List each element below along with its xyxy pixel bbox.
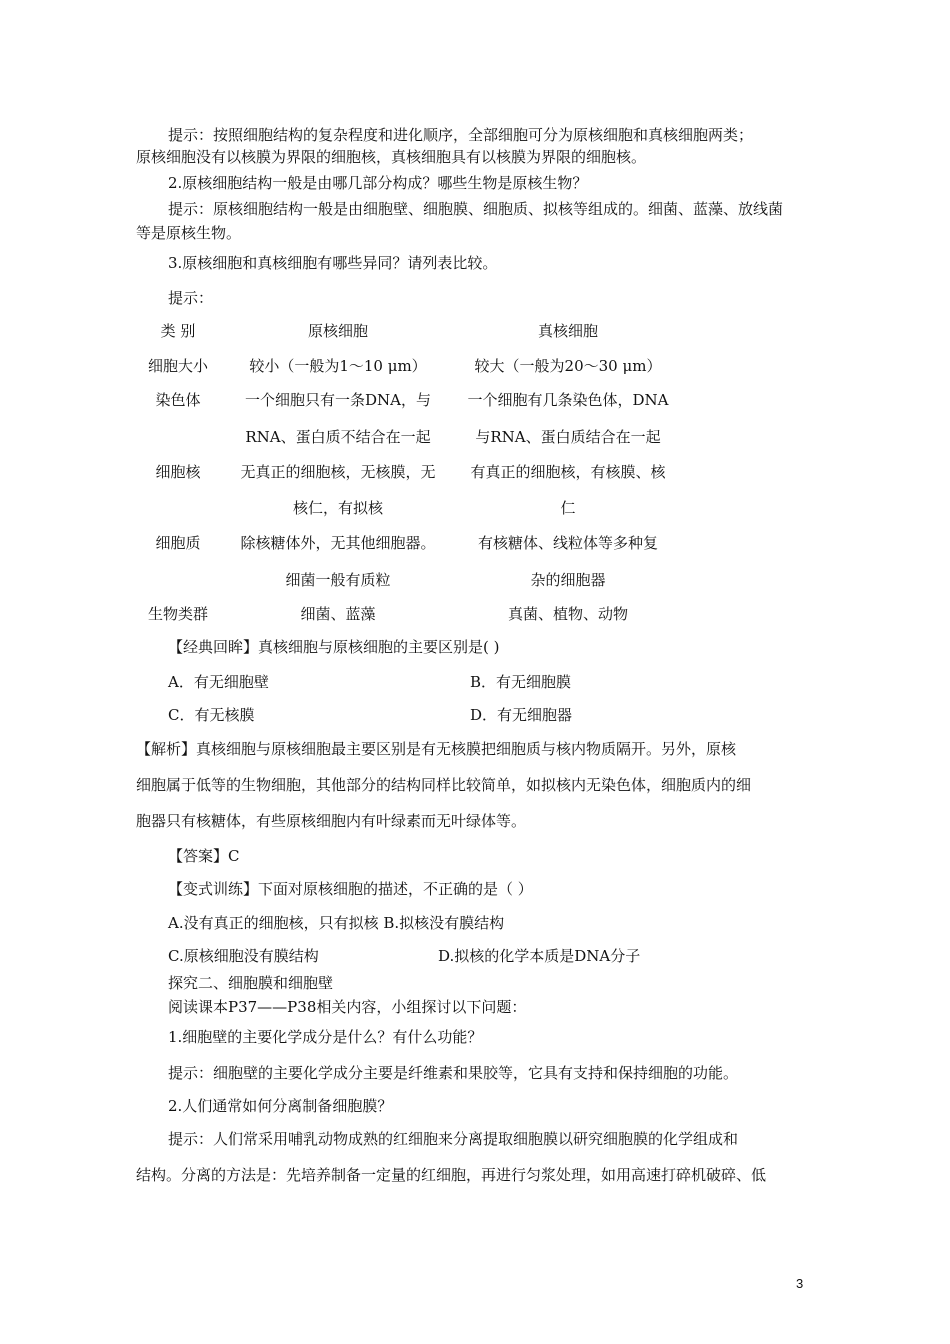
question-2: 2.原核细胞结构一般是由哪几部分构成？哪些生物是原核生物？ — [168, 174, 588, 192]
option-a: A．有无细胞壁 — [168, 673, 269, 691]
table-cell-eukaryote: 一个细胞有几条染色体，DNA — [467, 391, 669, 409]
explore2-question-1: 1.细胞壁的主要化学成分是什么？有什么功能？ — [168, 1028, 483, 1046]
explore2-hint2-line2: 结构。分离的方法是：先培养制备一定量的红细胞，再进行匀浆处理，如用高速打碎机破碎、低 — [136, 1166, 767, 1184]
question-3: 3.原核细胞和真核细胞有哪些异同？请列表比较。 — [168, 254, 498, 272]
table-cell-eukaryote: 仁 — [560, 499, 576, 517]
table-cell-eukaryote: 有真正的细胞核，有核膜、核 — [470, 463, 666, 481]
table-header-prokaryote: 原核细胞 — [307, 322, 368, 340]
table-row-category: 染色体 — [155, 391, 201, 409]
table-row-category: 细胞大小 — [147, 357, 208, 375]
explore2-hint-1: 提示：细胞壁的主要化学成分主要是纤维素和果胶等，它具有支持和保持细胞的功能。 — [168, 1064, 739, 1082]
classic-question: 【经典回眸】真核细胞与原核细胞的主要区别是( ) — [168, 638, 500, 656]
analysis-line1: 【解析】真核细胞与原核细胞最主要区别是有无核膜把细胞质与核内物质隔开。另外，原核 — [136, 740, 737, 758]
hint2-line1: 提示：原核细胞结构一般是由细胞壁、细胞膜、细胞质、拟核等组成的。细菌、蓝藻、放线菌 — [168, 200, 784, 218]
hint1-line2: 原核细胞没有以核膜为界限的细胞核，真核细胞具有以核膜为界限的细胞核。 — [136, 148, 647, 166]
explore2-question-2: 2.人们通常如何分离制备细胞膜？ — [168, 1097, 393, 1115]
variant-option-c: C.原核细胞没有膜结构 — [168, 947, 319, 965]
table-cell-eukaryote: 较大（一般为20～30 μm） — [474, 357, 662, 375]
table-cell-eukaryote: 与RNA、蛋白质结合在一起 — [475, 428, 661, 446]
variant-question: 【变式训练】下面对原核细胞的描述，不正确的是（ ） — [168, 880, 533, 898]
table-cell-prokaryote: 一个细胞只有一条DNA，与 — [245, 391, 431, 409]
table-cell-eukaryote: 杂的细胞器 — [530, 571, 606, 589]
option-c: C．有无核膜 — [168, 706, 255, 724]
option-d: D．有无细胞器 — [470, 706, 573, 724]
table-cell-prokaryote: 细菌一般有质粒 — [285, 571, 391, 589]
table-cell-prokaryote: 核仁，有拟核 — [292, 499, 383, 517]
table-cell-prokaryote: 无真正的细胞核，无核膜，无 — [240, 463, 436, 481]
table-row-category: 细胞核 — [155, 463, 201, 481]
table-row-category: 生物类群 — [147, 605, 208, 623]
answer: 【答案】C — [168, 847, 240, 865]
hint2-line2: 等是原核生物。 — [136, 224, 242, 242]
table-row-category: 细胞质 — [155, 534, 201, 552]
hint1-line1: 提示：按照细胞结构的复杂程度和进化顺序，全部细胞可分为原核细胞和真核细胞两类； — [168, 126, 754, 144]
table-cell-eukaryote: 真菌、植物、动物 — [507, 605, 628, 623]
table-cell-eukaryote: 有核糖体、线粒体等多种复 — [477, 534, 658, 552]
table-header-category: 类 别 — [160, 322, 196, 340]
explore2-hint2-line1: 提示：人们常采用哺乳动物成熟的红细胞来分离提取细胞膜以研究细胞膜的化学组成和 — [168, 1130, 739, 1148]
table-header-eukaryote: 真核细胞 — [537, 322, 598, 340]
table-cell-prokaryote: RNA、蛋白质不结合在一起 — [245, 428, 431, 446]
analysis-line2: 细胞属于低等的生物细胞，其他部分的结构同样比较简单，如拟核内无染色体，细胞质内的细 — [136, 776, 752, 794]
section-title: 探究二、细胞膜和细胞壁 — [168, 974, 334, 992]
reading-instruction: 阅读课本P37——P38相关内容，小组探讨以下问题： — [168, 998, 527, 1016]
table-cell-prokaryote: 细菌、蓝藻 — [300, 605, 376, 623]
hint3: 提示： — [168, 289, 214, 307]
table-cell-prokaryote: 较小（一般为1～10 μm） — [249, 357, 427, 375]
page-number: 3 — [796, 1276, 804, 1291]
analysis-line3: 胞器只有核糖体，有些原核细胞内有叶绿素而无叶绿体等。 — [136, 812, 527, 830]
table-cell-prokaryote: 除核糖体外，无其他细胞器。 — [240, 534, 436, 552]
option-b: B．有无细胞膜 — [470, 673, 572, 691]
variant-option-d: D.拟核的化学本质是DNA分子 — [438, 947, 641, 965]
variant-options-ab: A.没有真正的细胞核，只有拟核 B.拟核没有膜结构 — [168, 914, 505, 932]
